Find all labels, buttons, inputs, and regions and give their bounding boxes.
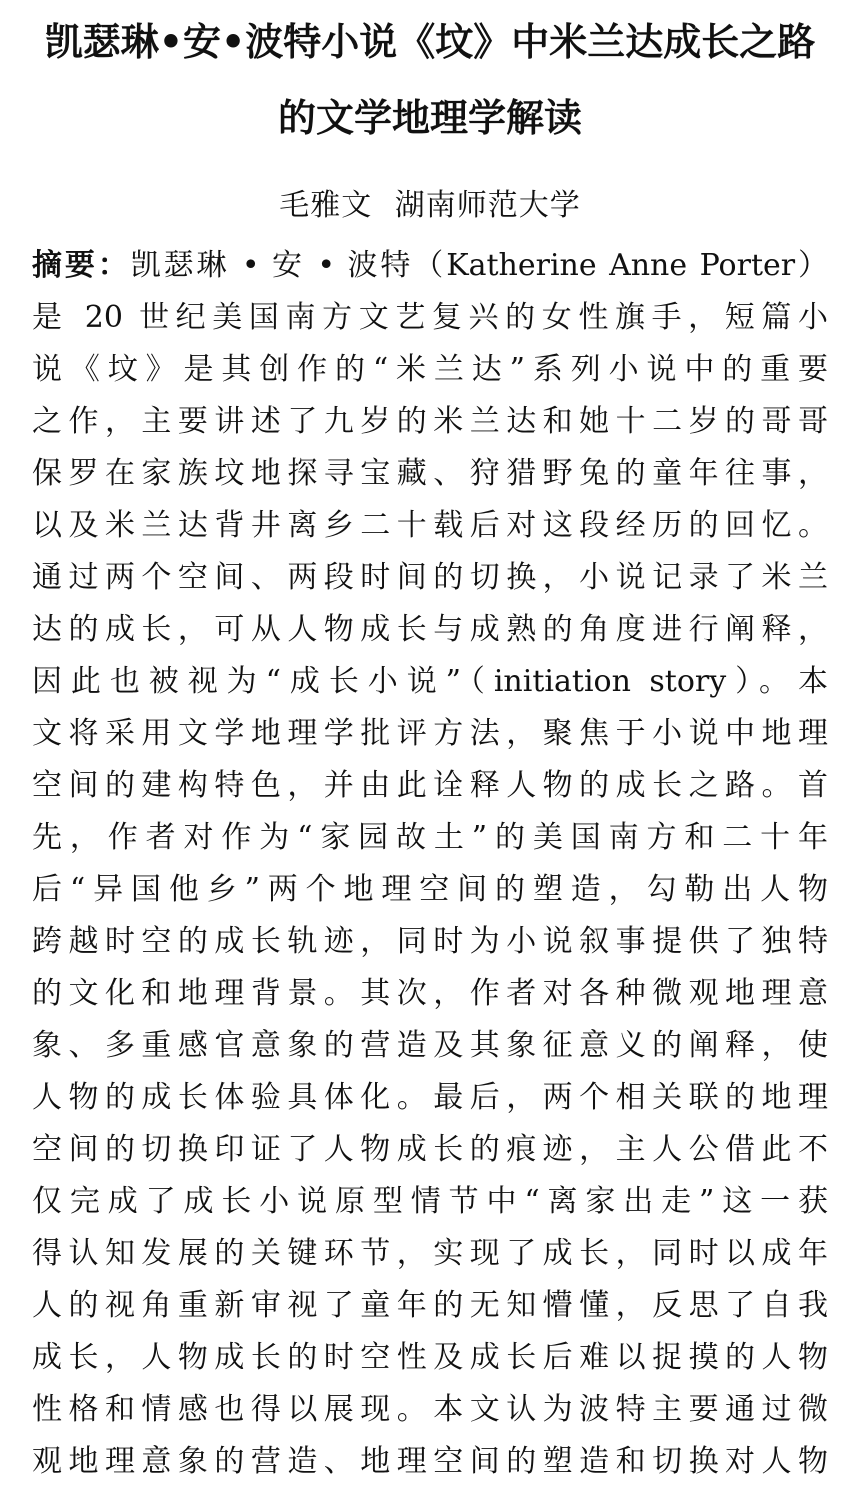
abstract	[32, 240, 828, 1488]
abstract-line: 空间的建构特色，并由此诠释人物的成长之路。首	[32, 768, 828, 803]
title-line-2: 的文学地理学解读	[277, 96, 582, 140]
abstract-line: 跨越时空的成长轨迹，同时为小说叙事提供了独特	[32, 924, 828, 959]
abstract-line: 人的视角重新审视了童年的无知懵懂，反思了自我	[32, 1288, 828, 1323]
abstract-line: 说《坟》是其创作的“米兰达”系列小说中的重要	[32, 352, 828, 387]
abstract-line: 性格和情感也得以展现。本文认为波特主要通过微	[32, 1392, 828, 1427]
paper-page	[32, 0, 828, 1488]
abstract-line: 之作，主要讲述了九岁的米兰达和她十二岁的哥哥	[32, 404, 828, 439]
abstract-line: 的文化和地理背景。其次，作者对各种微观地理意	[32, 976, 828, 1011]
abstract-line: 通过两个空间、两段时间的切换，小说记录了米兰	[32, 560, 828, 595]
abstract-line: 是 20 世纪美国南方文艺复兴的女性旗手，短篇小	[32, 300, 828, 335]
abstract-line: 摘要：凯瑟琳 • 安 • 波特（Katherine Anne Porter）	[32, 248, 828, 283]
abstract-line: 象、多重感官意象的营造及其象征意义的阐释，使	[32, 1028, 828, 1063]
abstract-line: 后“异国他乡”两个地理空间的塑造，勾勒出人物	[32, 872, 828, 907]
title-line-1: 凯瑟琳•安•波特小说《坟》中米兰达成长之路	[44, 20, 816, 64]
abstract-line: 得认知发展的关键环节，实现了成长，同时以成年	[32, 1236, 828, 1271]
abstract-label: 摘要：	[32, 248, 131, 283]
abstract-line: 空间的切换印证了人物成长的痕迹，主人公借此不	[32, 1132, 828, 1167]
abstract-line: 以及米兰达背井离乡二十载后对这段经历的回忆。	[32, 508, 828, 543]
abstract-line: 仅完成了成长小说原型情节中“离家出走”这一获	[32, 1184, 828, 1219]
author-line	[32, 186, 828, 226]
abstract-line: 达的成长，可从人物成长与成熟的角度进行阐释，	[32, 612, 828, 647]
author-name: 毛雅文	[279, 188, 373, 223]
author-affiliation: 湖南师范大学	[394, 188, 581, 223]
paper-title	[32, 18, 828, 142]
abstract-line: 成长，人物成长的时空性及成长后难以捉摸的人物	[32, 1340, 828, 1375]
abstract-line: 人物的成长体验具体化。最后，两个相关联的地理	[32, 1080, 828, 1115]
abstract-line: 观地理意象的营造、地理空间的塑造和切换对人物	[32, 1444, 828, 1479]
abstract-line: 保罗在家族坟地探寻宝藏、狩猎野兔的童年往事，	[32, 456, 828, 491]
abstract-line: 文将采用文学地理学批评方法，聚焦于小说中地理	[32, 716, 828, 751]
abstract-line: 因此也被视为“成长小说”（initiation story）。本	[32, 664, 828, 699]
abstract-line: 先，作者对作为“家园故土”的美国南方和二十年	[32, 820, 828, 855]
